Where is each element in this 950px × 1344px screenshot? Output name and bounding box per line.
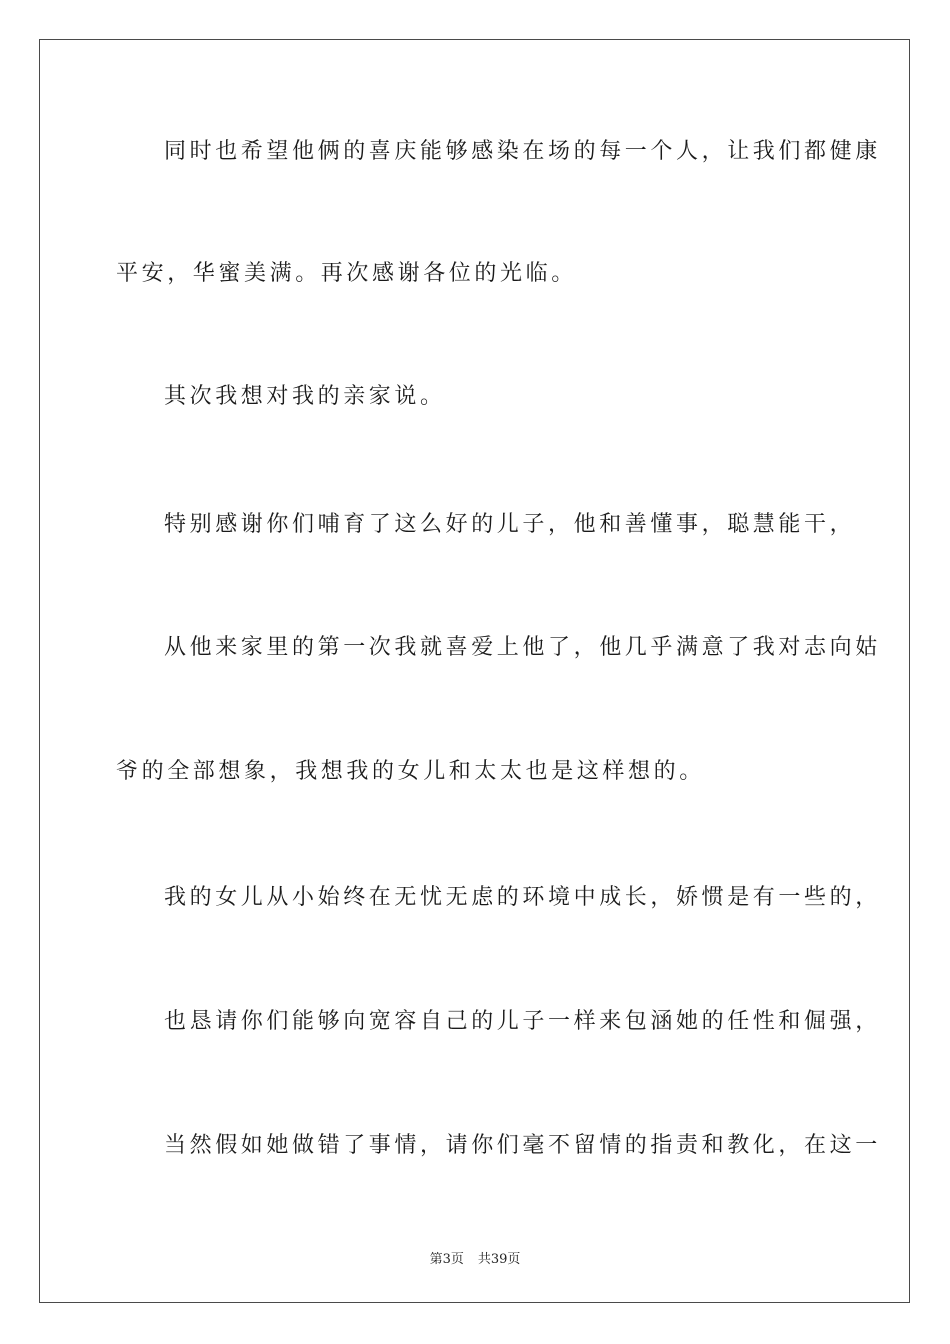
paragraph-line: 特别感谢你们哺育了这么好的儿子，他和善懂事，聪慧能干， — [164, 512, 856, 537]
paragraph-line: 当然假如她做错了事情，请你们毫不留情的指责和教化，在这一 — [164, 1133, 881, 1158]
page-number: 第3页 — [429, 1252, 464, 1267]
page-footer — [0, 1248, 950, 1267]
paragraph-line: 同时也希望他俩的喜庆能够感染在场的每一个人，让我们都健康 — [164, 139, 881, 164]
paragraph-line: 我的女儿从小始终在无忧无虑的环境中成长，娇惯是有一些的， — [164, 885, 881, 910]
paragraph-line: 从他来家里的第一次我就喜爱上他了，他几乎满意了我对志向姑 — [164, 635, 881, 660]
paragraph-line: 也恳请你们能够向宽容自己的儿子一样来包涵她的任性和倔强， — [164, 1009, 881, 1034]
page-total: 共39页 — [477, 1252, 521, 1267]
paragraph-line: 平安，华蜜美满。再次感谢各位的光临。 — [116, 261, 577, 286]
page-border — [39, 39, 910, 1303]
paragraph-line: 其次我想对我的亲家说。 — [164, 384, 446, 409]
paragraph-line: 爷的全部想象，我想我的女儿和太太也是这样想的。 — [116, 759, 705, 784]
